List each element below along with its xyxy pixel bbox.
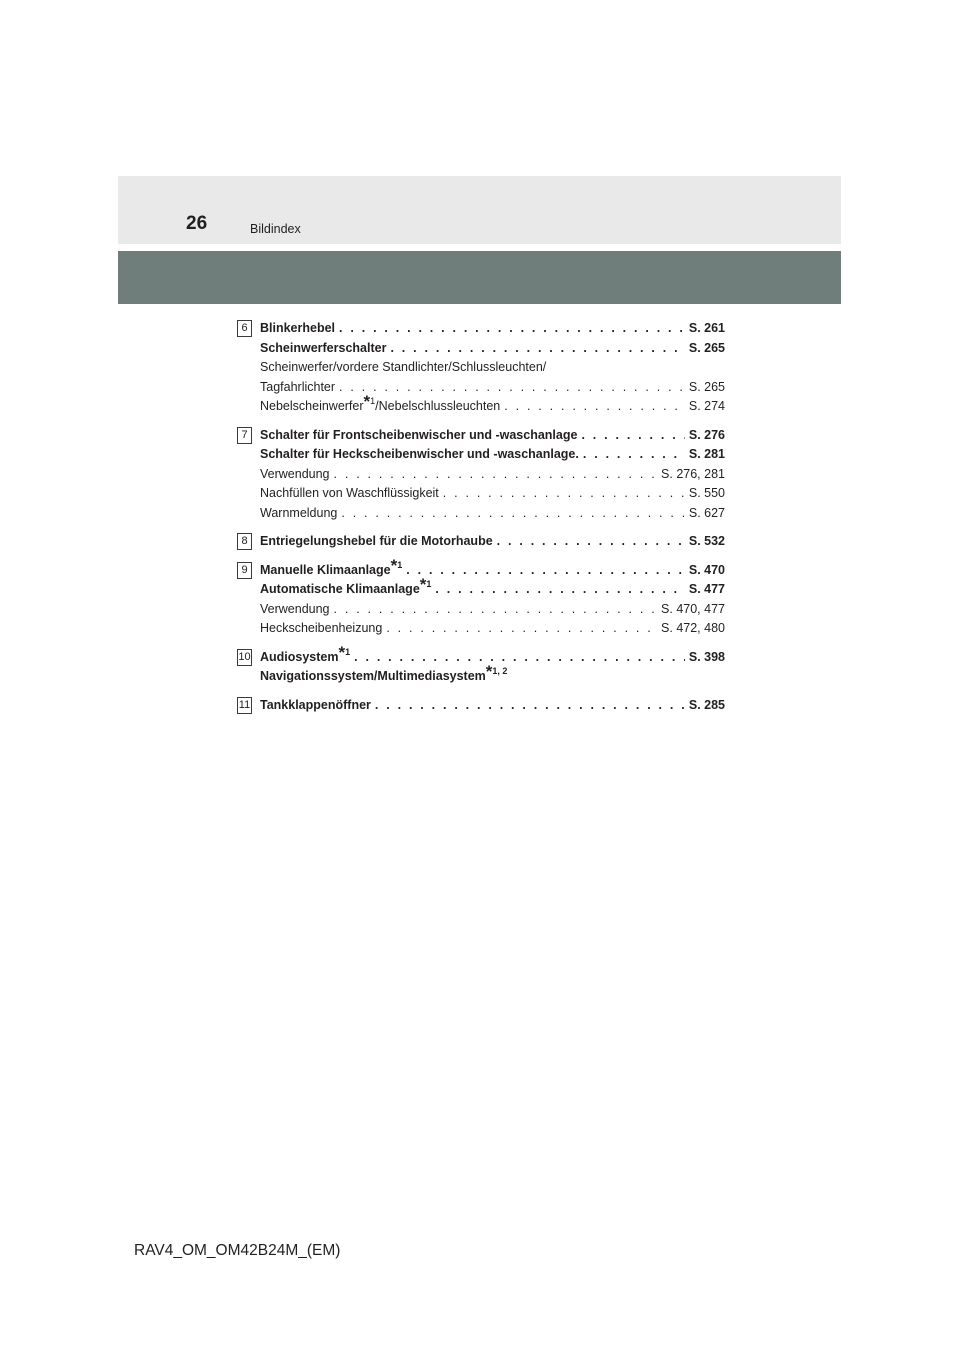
entry-label xyxy=(260,392,501,417)
item-number-badge: 10 xyxy=(237,649,252,666)
entry-label-text: Warnmeldung xyxy=(260,505,338,520)
entry-label xyxy=(260,426,577,446)
footnote-star: * xyxy=(485,662,493,681)
item-number-badge: 8 xyxy=(237,533,252,550)
page-reference: S. 265 xyxy=(688,340,725,355)
page-reference: S. 532 xyxy=(688,534,725,548)
item-number-badge: 11 xyxy=(237,697,252,714)
page-reference: S. 398 xyxy=(688,649,725,664)
dot-leader xyxy=(375,696,685,716)
header-dark-bar xyxy=(118,251,841,304)
entry-label-text: Manuelle Klimaanlage xyxy=(260,562,391,577)
dot-leader xyxy=(339,319,685,339)
footnote-number: 1 xyxy=(345,646,351,657)
index-entry xyxy=(260,339,725,359)
dot-leader xyxy=(386,619,657,639)
index-entry xyxy=(260,319,725,339)
index-entry xyxy=(260,575,725,600)
page-reference: S. 276, 281 xyxy=(661,466,725,481)
index-entry xyxy=(260,358,725,378)
index-group xyxy=(237,555,725,639)
item-number-badge: 9 xyxy=(237,562,252,579)
entry-label-text: Nebelscheinwerfer xyxy=(260,399,364,413)
index-entry xyxy=(260,426,725,446)
page-number: 26 xyxy=(186,213,208,234)
index-entry xyxy=(260,662,725,687)
entry-label-text: Scheinwerferschalter xyxy=(260,340,387,355)
entry-label-text: Scheinwerfer/vordere Standlichter/Schlussleuchten/ xyxy=(260,360,547,374)
index-entry xyxy=(260,392,725,417)
index-entry xyxy=(260,532,725,552)
index-entry xyxy=(260,465,725,485)
page-reference: S. 261 xyxy=(688,321,725,335)
index-entry xyxy=(260,484,725,504)
index-group xyxy=(237,696,725,716)
entry-label-text: Entriegelungshebel für die Motorhaube xyxy=(260,534,493,548)
page-reference: S. 470, 477 xyxy=(661,601,725,616)
entry-label xyxy=(260,600,330,620)
dot-leader xyxy=(354,648,685,668)
entry-label-text: Tankklappenöffner xyxy=(260,697,371,712)
entry-label-text: Navigationssystem/Multimediasystem xyxy=(260,669,486,683)
footnote-number: 1 xyxy=(397,559,403,570)
dot-leader xyxy=(334,600,658,620)
dot-leader xyxy=(435,580,684,600)
entry-label xyxy=(260,319,335,339)
footnote-number: 1 xyxy=(370,396,376,406)
page-reference: S. 472, 480 xyxy=(661,621,725,635)
entry-label-text: Blinkerhebel xyxy=(260,321,336,335)
item-number-badge: 7 xyxy=(237,427,252,444)
dot-leader xyxy=(390,339,684,359)
entry-label-text: Heckscheibenheizung xyxy=(260,621,383,635)
entry-label xyxy=(260,619,382,639)
index-entry xyxy=(260,600,725,620)
footnote-number: 1, 2 xyxy=(492,666,508,676)
footnote-star: * xyxy=(390,555,398,575)
footnote-number: 1 xyxy=(426,579,432,589)
document-code: RAV4_OM_OM42B24M_(EM) xyxy=(134,1242,341,1259)
index-entry xyxy=(260,555,725,581)
page-reference: S. 276 xyxy=(688,427,725,442)
header-band xyxy=(118,176,841,244)
entry-label xyxy=(260,465,330,485)
index-group xyxy=(237,319,725,417)
entry-label xyxy=(260,339,386,359)
entry-label-text: Tagfahrlichter xyxy=(260,379,336,394)
dot-leader xyxy=(334,465,658,485)
entry-label-text: Automatische Klimaanlage xyxy=(260,582,420,596)
page-reference: S. 470 xyxy=(688,562,725,577)
entry-label-suffix: /Nebelschlussleuchten xyxy=(375,399,501,413)
dot-leader xyxy=(504,397,685,417)
entry-label xyxy=(260,575,432,600)
entry-label xyxy=(260,696,371,716)
entry-label xyxy=(260,445,579,465)
dot-leader xyxy=(583,445,685,465)
dot-leader xyxy=(341,504,685,524)
page-reference: S. 477 xyxy=(688,582,725,596)
index-entry xyxy=(260,378,725,398)
dot-leader xyxy=(443,484,685,504)
entry-label-text: Verwendung xyxy=(260,601,330,616)
page-reference: S. 281 xyxy=(688,447,725,461)
entry-label-text: Schalter für Heckscheibenwischer und -waschanlage. xyxy=(260,447,579,461)
dot-leader xyxy=(497,532,685,552)
entry-label xyxy=(260,360,546,374)
page-reference: S. 550 xyxy=(688,486,725,500)
footnote-star: * xyxy=(419,575,427,594)
entry-label xyxy=(260,532,493,552)
dot-leader xyxy=(581,426,684,446)
entry-label xyxy=(260,555,403,581)
entry-label xyxy=(260,484,439,504)
entry-label xyxy=(260,378,335,398)
index-list xyxy=(237,319,725,724)
index-group xyxy=(237,642,725,687)
index-entry xyxy=(260,504,725,524)
entry-label-text: Audiosystem xyxy=(260,649,339,664)
dot-leader xyxy=(406,561,685,581)
dot-leader xyxy=(339,378,685,398)
index-entry xyxy=(260,696,725,716)
page-reference: S. 265 xyxy=(688,379,725,394)
index-group xyxy=(237,532,725,552)
page-reference: S. 627 xyxy=(688,505,725,520)
index-entry xyxy=(260,445,725,465)
index-group xyxy=(237,426,725,524)
section-title: Bildindex xyxy=(250,222,301,236)
page-reference: S. 285 xyxy=(688,697,725,712)
entry-label xyxy=(260,642,351,668)
footnote-star: * xyxy=(363,392,371,411)
page-reference: S. 274 xyxy=(688,399,725,413)
footnote-star: * xyxy=(338,642,346,662)
entry-label-text: Nachfüllen von Waschflüssigkeit xyxy=(260,486,439,500)
index-entry xyxy=(260,619,725,639)
entry-label-text: Schalter für Frontscheibenwischer und -waschanlage xyxy=(260,427,578,442)
entry-label-text: Verwendung xyxy=(260,466,330,481)
entry-label xyxy=(260,504,337,524)
item-number-badge: 6 xyxy=(237,320,252,337)
entry-label xyxy=(260,662,508,683)
index-entry xyxy=(260,642,725,668)
